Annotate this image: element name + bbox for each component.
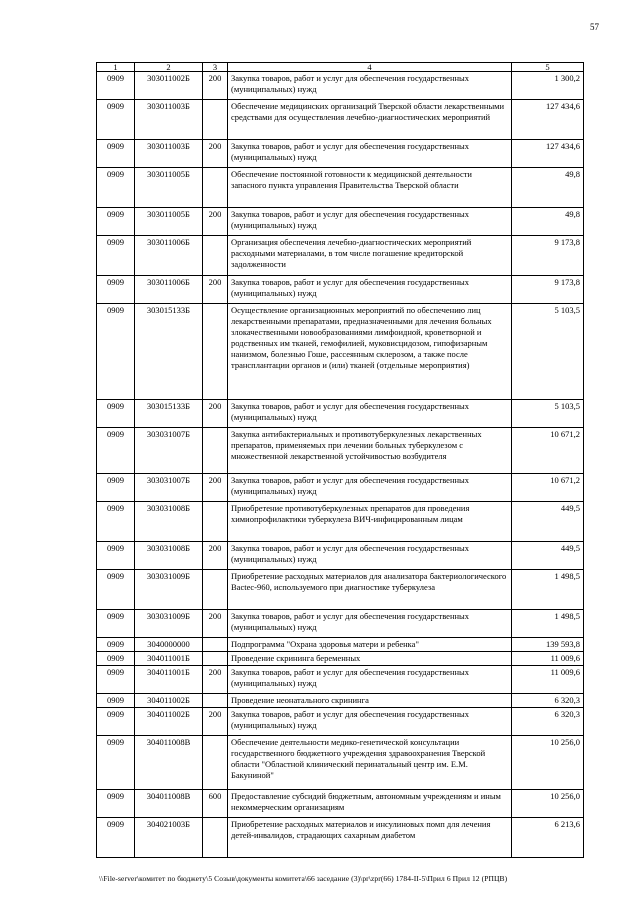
header-row xyxy=(97,63,584,72)
cell-c4: Организация обеспечения лечебно-диагностических мероприятий расходными материалами, в том числе погашение кредиторской задолженности xyxy=(228,236,512,276)
cell-c2: 304011001Б xyxy=(135,666,203,694)
cell-c3: 200 xyxy=(203,72,228,100)
cell-c3: 200 xyxy=(203,140,228,168)
table-row xyxy=(97,652,584,666)
cell-c3 xyxy=(203,100,228,140)
cell-c3: 200 xyxy=(203,400,228,428)
cell-c5: 49,8 xyxy=(512,208,584,236)
cell-c2: 303031009Б xyxy=(135,570,203,610)
cell-c5: 1 498,5 xyxy=(512,570,584,610)
cell-c2: 303031007Б xyxy=(135,474,203,502)
table-row xyxy=(97,790,584,818)
cell-c3: 200 xyxy=(203,666,228,694)
cell-c1: 0909 xyxy=(97,276,135,304)
table-row xyxy=(97,542,584,570)
cell-c5: 10 671,2 xyxy=(512,428,584,474)
cell-c5: 5 103,5 xyxy=(512,400,584,428)
cell-c3: 200 xyxy=(203,276,228,304)
cell-c5: 11 009,6 xyxy=(512,666,584,694)
cell-c2: 303031007Б xyxy=(135,428,203,474)
cell-c1: 0909 xyxy=(97,400,135,428)
cell-c4: Приобретение противотуберкулезных препаратов для проведения химиопрофилактики туберкулеза ВИЧ-инфицированным лицам xyxy=(228,502,512,542)
cell-c2: 303031009Б xyxy=(135,610,203,638)
table-row xyxy=(97,818,584,858)
table-row xyxy=(97,400,584,428)
cell-c1: 0909 xyxy=(97,694,135,708)
header-col-4: 4 xyxy=(228,63,512,72)
cell-c1: 0909 xyxy=(97,790,135,818)
header-col-2: 2 xyxy=(135,63,203,72)
cell-c2: 303031008Б xyxy=(135,502,203,542)
cell-c3: 200 xyxy=(203,610,228,638)
table-row xyxy=(97,100,584,140)
header-col-1: 1 xyxy=(97,63,135,72)
cell-c1: 0909 xyxy=(97,72,135,100)
cell-c2: 304021003Б xyxy=(135,818,203,858)
cell-c2: 303011005Б xyxy=(135,168,203,208)
cell-c2: 303015133Б xyxy=(135,400,203,428)
table-row xyxy=(97,474,584,502)
table-row xyxy=(97,502,584,542)
table-row xyxy=(97,428,584,474)
cell-c5: 5 103,5 xyxy=(512,304,584,400)
table-row xyxy=(97,208,584,236)
cell-c1: 0909 xyxy=(97,474,135,502)
cell-c5: 6 320,3 xyxy=(512,694,584,708)
cell-c2: 303011006Б xyxy=(135,236,203,276)
table-row xyxy=(97,694,584,708)
cell-c4: Закупка товаров, работ и услуг для обеспечения государственных (муниципальных) нужд xyxy=(228,542,512,570)
cell-c4: Закупка товаров, работ и услуг для обеспечения государственных (муниципальных) нужд xyxy=(228,208,512,236)
cell-c3: 200 xyxy=(203,208,228,236)
cell-c1: 0909 xyxy=(97,502,135,542)
cell-c1: 0909 xyxy=(97,818,135,858)
cell-c5: 10 256,0 xyxy=(512,790,584,818)
cell-c4: Приобретение расходных материалов и инсулиновых помп для лечения детей-инвалидов, страдающих сахарным диабетом xyxy=(228,818,512,858)
cell-c5: 127 434,6 xyxy=(512,100,584,140)
cell-c4: Подпрограмма "Охрана здоровья матери и ребенка" xyxy=(228,638,512,652)
cell-c4: Закупка товаров, работ и услуг для обеспечения государственных (муниципальных) нужд xyxy=(228,276,512,304)
cell-c5: 139 593,8 xyxy=(512,638,584,652)
cell-c3 xyxy=(203,638,228,652)
table-row xyxy=(97,304,584,400)
cell-c3 xyxy=(203,736,228,790)
cell-c4: Приобретение расходных материалов для анализатора бактериологического Bactec-960, используемого при диагностике туберкулеза xyxy=(228,570,512,610)
cell-c4: Закупка товаров, работ и услуг для обеспечения государственных (муниципальных) нужд xyxy=(228,474,512,502)
cell-c5: 449,5 xyxy=(512,542,584,570)
cell-c1: 0909 xyxy=(97,652,135,666)
cell-c1: 0909 xyxy=(97,168,135,208)
cell-c1: 0909 xyxy=(97,610,135,638)
cell-c2: 3040000000 xyxy=(135,638,203,652)
cell-c3 xyxy=(203,694,228,708)
cell-c2: 304011008В xyxy=(135,736,203,790)
cell-c1: 0909 xyxy=(97,304,135,400)
cell-c5: 1 300,2 xyxy=(512,72,584,100)
cell-c4: Предоставление субсидий бюджетным, автономным учреждениям и иным некоммерческим организациям xyxy=(228,790,512,818)
cell-c5: 10 256,0 xyxy=(512,736,584,790)
cell-c5: 449,5 xyxy=(512,502,584,542)
cell-c3 xyxy=(203,818,228,858)
cell-c1: 0909 xyxy=(97,140,135,168)
header-col-3: 3 xyxy=(203,63,228,72)
cell-c4: Закупка антибактериальных и противотуберкулезных лекарственных препаратов, применяемых при лечении больных туберкулезом с множественной лекарственной устойчивостью возбудителя xyxy=(228,428,512,474)
cell-c1: 0909 xyxy=(97,666,135,694)
cell-c2: 303011006Б xyxy=(135,276,203,304)
cell-c1: 0909 xyxy=(97,570,135,610)
cell-c4: Закупка товаров, работ и услуг для обеспечения государственных (муниципальных) нужд xyxy=(228,666,512,694)
cell-c1: 0909 xyxy=(97,236,135,276)
cell-c2: 303011003Б xyxy=(135,100,203,140)
cell-c3: 200 xyxy=(203,542,228,570)
cell-c5: 1 498,5 xyxy=(512,610,584,638)
cell-c3 xyxy=(203,570,228,610)
table-row xyxy=(97,666,584,694)
cell-c2: 304011008В xyxy=(135,790,203,818)
cell-c4: Осуществление организационных мероприятий по обеспечению лиц лекарственными препаратами, предназначенными для лечения больных злокачественными новообразованиями лимфоидной, кроветворной и родственных им тканей, гемофилией, муковисцидозом, гипофизарным нанизмом, болезнью Гоше, рассеянным склерозом, а также после трансплантации органов и (или) тканей (отдельные мероприятия) xyxy=(228,304,512,400)
cell-c2: 303011005Б xyxy=(135,208,203,236)
table-row xyxy=(97,140,584,168)
table-row xyxy=(97,638,584,652)
budget-table xyxy=(96,62,584,858)
cell-c5: 127 434,6 xyxy=(512,140,584,168)
cell-c3 xyxy=(203,652,228,666)
table-row xyxy=(97,72,584,100)
cell-c3 xyxy=(203,168,228,208)
cell-c5: 9 173,8 xyxy=(512,276,584,304)
cell-c4: Проведение неонатального скрининга xyxy=(228,694,512,708)
cell-c4: Закупка товаров, работ и услуг для обеспечения государственных (муниципальных) нужд xyxy=(228,610,512,638)
cell-c5: 10 671,2 xyxy=(512,474,584,502)
cell-c2: 303015133Б xyxy=(135,304,203,400)
cell-c1: 0909 xyxy=(97,736,135,790)
cell-c5: 49,8 xyxy=(512,168,584,208)
cell-c2: 303011003Б xyxy=(135,140,203,168)
cell-c5: 6 213,6 xyxy=(512,818,584,858)
table-row xyxy=(97,708,584,736)
cell-c3 xyxy=(203,304,228,400)
cell-c4: Закупка товаров, работ и услуг для обеспечения государственных (муниципальных) нужд xyxy=(228,708,512,736)
cell-c4: Закупка товаров, работ и услуг для обеспечения государственных (муниципальных) нужд xyxy=(228,400,512,428)
table-row xyxy=(97,736,584,790)
table-row xyxy=(97,610,584,638)
table-row xyxy=(97,570,584,610)
footer-file-path: \\File-server\комитет по бюджету\5 Созыв\документы комитета\66 заседание (3)\pr\zpr(66) 1784-II-5\Прил 6 Прил 12 (РПЦВ) xyxy=(99,874,508,883)
cell-c1: 0909 xyxy=(97,100,135,140)
header-col-5: 5 xyxy=(512,63,584,72)
cell-c1: 0909 xyxy=(97,208,135,236)
cell-c3: 200 xyxy=(203,708,228,736)
cell-c2: 303011002Б xyxy=(135,72,203,100)
cell-c3 xyxy=(203,502,228,542)
page-number: 57 xyxy=(590,22,599,32)
cell-c3 xyxy=(203,428,228,474)
cell-c2: 304011002Б xyxy=(135,708,203,736)
cell-c2: 304011002Б xyxy=(135,694,203,708)
cell-c5: 9 173,8 xyxy=(512,236,584,276)
cell-c4: Проведение скрининга беременных xyxy=(228,652,512,666)
cell-c1: 0909 xyxy=(97,708,135,736)
cell-c3: 200 xyxy=(203,474,228,502)
table-row xyxy=(97,236,584,276)
cell-c5: 11 009,6 xyxy=(512,652,584,666)
cell-c4: Обеспечение деятельности медико-генетической консультации государственного бюджетного учреждения здравоохранения Тверской области "Областной клинический перинатальный центр им. Е.М. Бакуниной" xyxy=(228,736,512,790)
cell-c1: 0909 xyxy=(97,542,135,570)
cell-c2: 303031008Б xyxy=(135,542,203,570)
cell-c3 xyxy=(203,236,228,276)
cell-c2: 304011001Б xyxy=(135,652,203,666)
table-row xyxy=(97,276,584,304)
cell-c4: Закупка товаров, работ и услуг для обеспечения государственных (муниципальных) нужд xyxy=(228,72,512,100)
cell-c1: 0909 xyxy=(97,638,135,652)
cell-c4: Обеспечение медицинских организаций Тверской области лекарственными средствами для осуществления лечебно-диагностических мероприятий xyxy=(228,100,512,140)
cell-c1: 0909 xyxy=(97,428,135,474)
cell-c5: 6 320,3 xyxy=(512,708,584,736)
cell-c4: Обеспечение постоянной готовности к медицинской деятельности запасного пункта управления Правительства Тверской области xyxy=(228,168,512,208)
cell-c4: Закупка товаров, работ и услуг для обеспечения государственных (муниципальных) нужд xyxy=(228,140,512,168)
cell-c3: 600 xyxy=(203,790,228,818)
table-row xyxy=(97,168,584,208)
